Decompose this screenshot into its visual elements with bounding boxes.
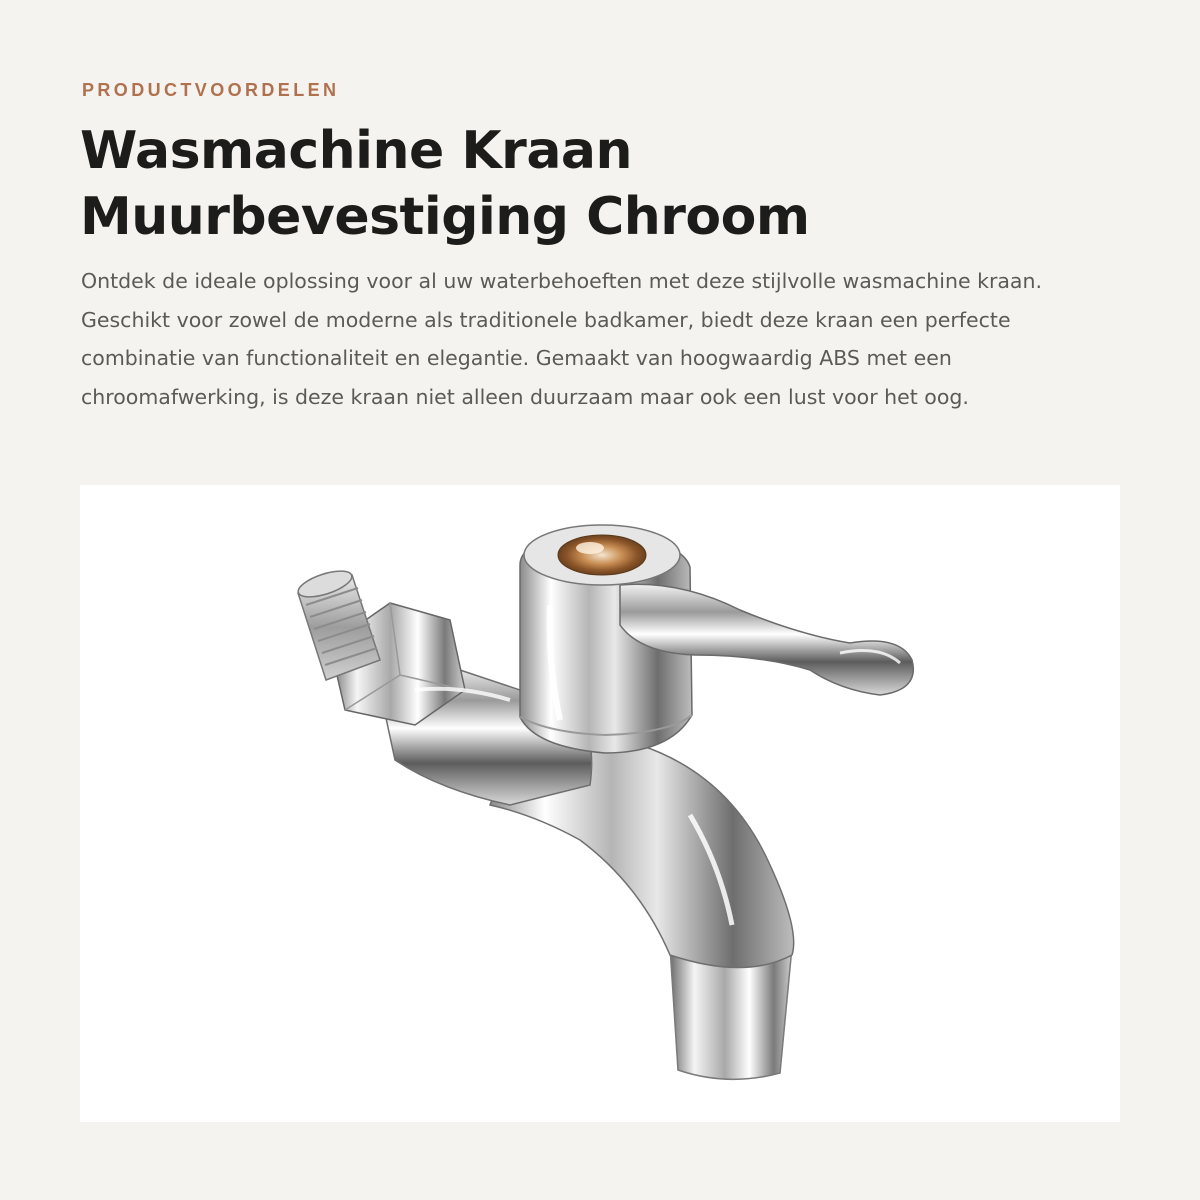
page-title — [80, 118, 1140, 250]
title-line-1: Wasmachine Kraan — [80, 121, 633, 181]
product-image-panel — [80, 485, 1120, 1122]
title-line-2: Muurbevestiging Chroom — [80, 187, 810, 247]
section-eyebrow: PRODUCTVOORDELEN — [82, 80, 340, 100]
product-description: Ontdek de ideale oplossing voor al uw waterbehoeften met deze stijlvolle wasmachine kraan. Geschikt voor zowel de moderne als traditionele badkamer, biedt deze kraan een perfecte combinatie van functionaliteit en elegantie. Gemaakt van hoogwaardig ABS met een chroomafwerking, is deze kraan niet alleen duurzaam maar ook een lust voor het oog. — [81, 269, 1043, 409]
chrome-tap-image — [80, 485, 1120, 1122]
